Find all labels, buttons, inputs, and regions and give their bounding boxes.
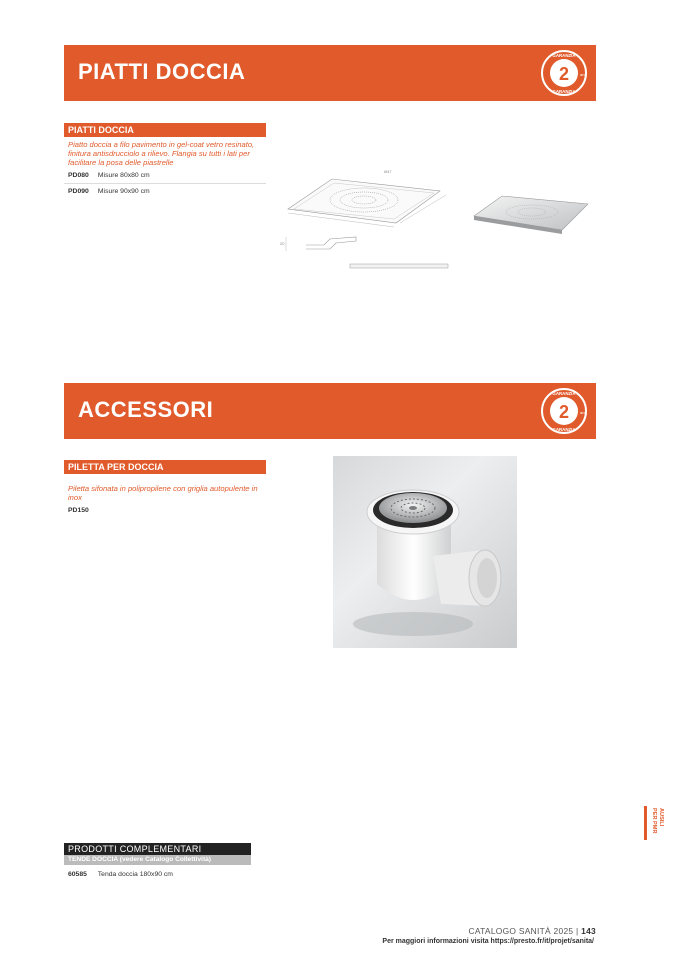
svg-text:ans: ans [580, 410, 587, 415]
section-banner-piatti [64, 45, 596, 101]
svg-text:20: 20 [280, 241, 285, 246]
svg-text:Ø47: Ø47 [384, 169, 392, 174]
badge-number: 2 [558, 64, 570, 84]
product-code: PD080 [68, 172, 89, 179]
page-number: 143 [581, 926, 596, 936]
table-row [68, 871, 173, 878]
side-tab-bar [644, 806, 647, 840]
footer-catalog [469, 926, 596, 936]
svg-text:GARANZIA: GARANZIA [552, 391, 576, 396]
footer-info[interactable]: Per maggiori informazioni visita https://presto.fr/it/projet/sanita/ [382, 938, 594, 945]
section-head-piletta: PILETTA PER DOCCIA [64, 460, 266, 474]
product-text: Misure 90x90 cm [97, 188, 150, 195]
svg-text:GARANZIA: GARANZIA [552, 53, 576, 58]
catalog-name: CATALOGO SANITÀ 2025 [468, 926, 574, 936]
svg-text:GARANZIA: GARANZIA [552, 89, 576, 94]
product-code: 60585 [68, 871, 87, 878]
banner-title: ACCESSORI [78, 397, 214, 422]
section-head-piatti: PIATTI DOCCIA [64, 123, 266, 137]
svg-text:ans: ans [580, 72, 587, 77]
shower-tray-drawing [270, 165, 470, 275]
side-tab-label: AUSILI PER PMR [651, 808, 664, 834]
table-row [68, 172, 150, 179]
section-banner-accessori [64, 383, 596, 439]
badge-number: 2 [558, 402, 570, 422]
complementari-sub: TENDE DOCCIA (vedere Catalogo Collettività) [64, 855, 251, 865]
warranty-badge-icon [540, 387, 588, 435]
row-divider [64, 183, 266, 184]
warranty-badge-icon [540, 49, 588, 97]
piatti-description: Piatto doccia a filo pavimento in gel-coat vetro resinato, finitura antisdrucciolo a rilievo. Flangia su tutti i lati per facilitare la posa delle piastrelle [68, 140, 255, 167]
svg-text:GARANZIA: GARANZIA [552, 427, 576, 432]
piletta-description: Piletta sifonata in polipropilene con griglia autopulente in inox [68, 484, 258, 502]
product-code: PD090 [68, 188, 89, 195]
complementari-head: PRODOTTI COMPLEMENTARI [64, 843, 251, 855]
product-code: PD150 [68, 507, 89, 514]
table-row [68, 188, 150, 195]
banner-title: PIATTI DOCCIA [78, 59, 246, 84]
product-text: Tenda doccia 180x90 cm [97, 871, 173, 878]
table-row [68, 507, 96, 514]
product-text: Misure 80x80 cm [97, 172, 150, 179]
footer-separator: | [576, 926, 579, 936]
shower-drain-photo [333, 456, 517, 648]
shower-tray-render [470, 190, 592, 236]
side-tab-ausili[interactable] [644, 806, 666, 840]
